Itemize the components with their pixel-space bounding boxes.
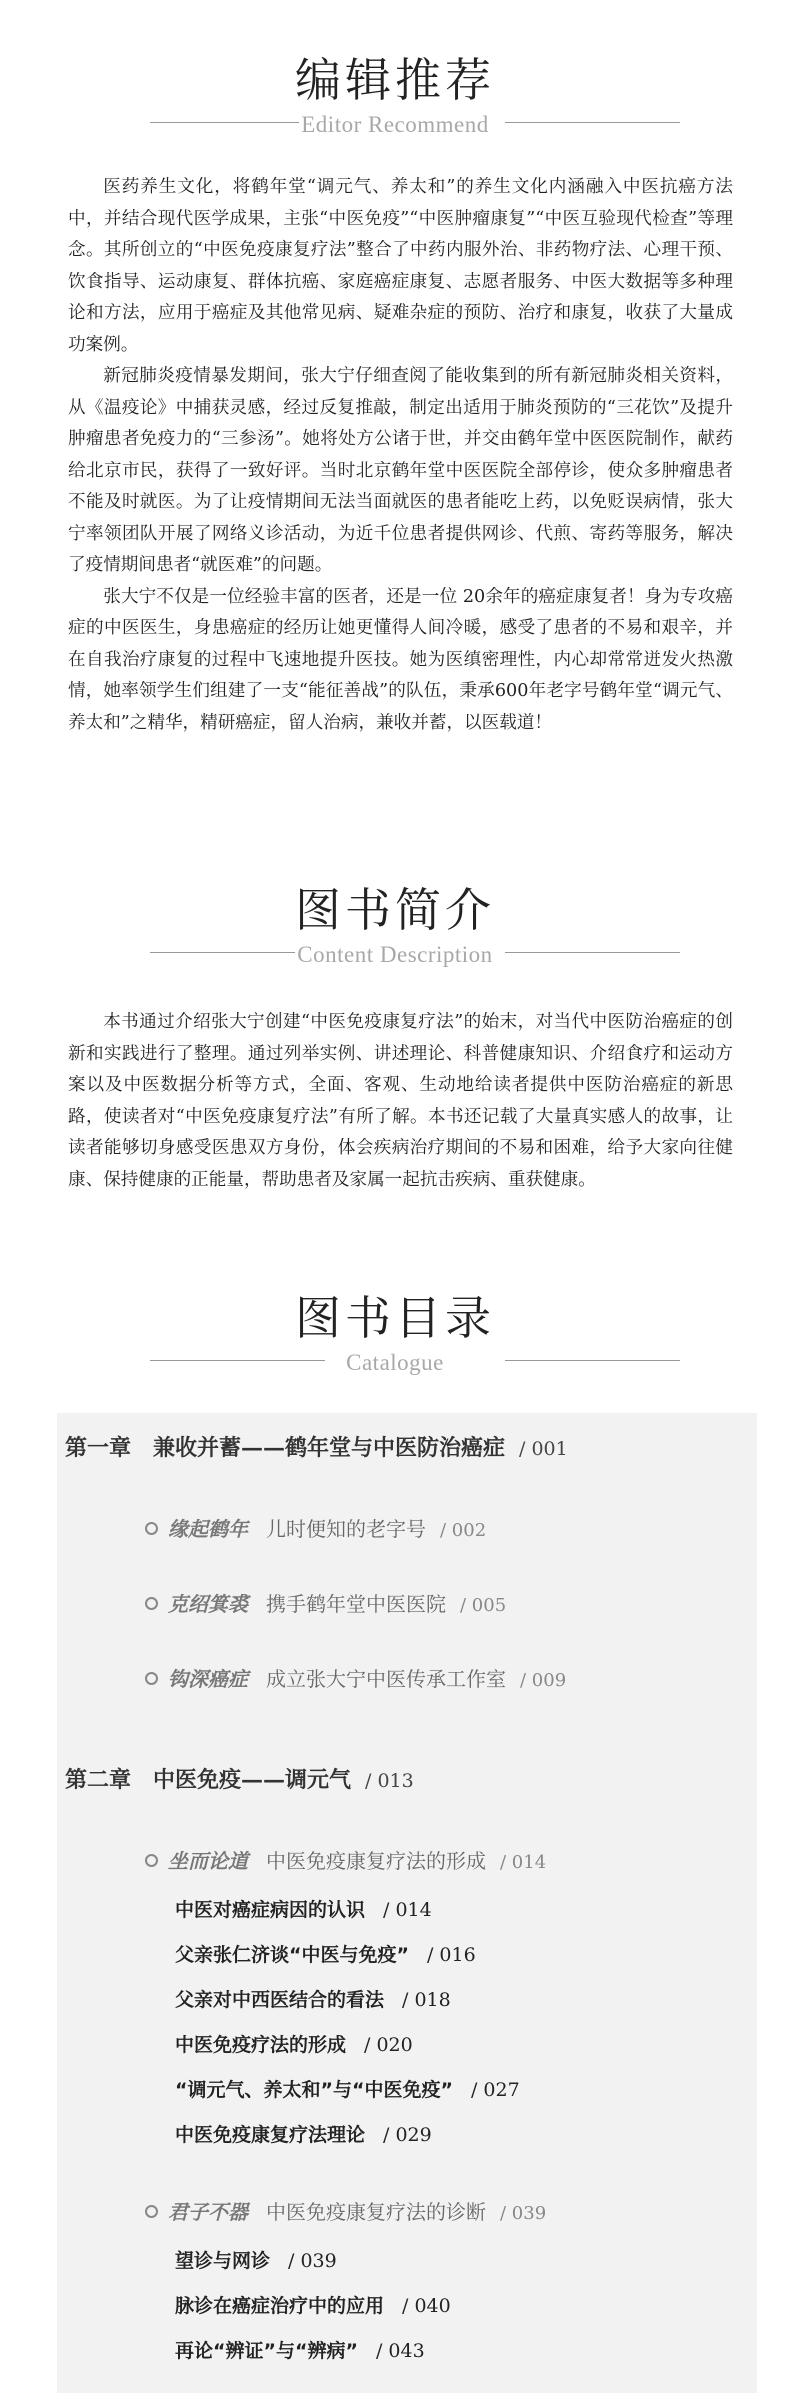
section-title: 图书简介 (295, 883, 495, 937)
page-number: / 040 (402, 2295, 451, 2317)
section-entry (145, 1845, 546, 1874)
divider (505, 122, 680, 123)
entry-text: 中医免疫康复疗法的诊断 (266, 2200, 486, 2224)
item-entry (175, 2120, 432, 2147)
divider (505, 1360, 680, 1361)
paragraph: 张大宁不仅是一位经验丰富的医者，还是一位 20余年的癌症康复者！身为专攻癌症的中医医生，身患癌症的经历让她更懂得人间冷暖，感受了患者的不易和艰辛，并在自我治疗康复的过程中飞速地提升医技。她为医缜密理性，内心却常常迸发火热激情，她率领学生们组建了一支“能征善战”的队伍，秉承600年老字号鹤年堂“调元气、养太和”之精华，精研癌症，留人治病，兼收并蓄，以医载道！ (68, 586, 733, 733)
content-description-header (0, 882, 790, 970)
catalogue-list (57, 1413, 757, 2393)
page-number: / 014 (500, 1852, 547, 1873)
page-number: / 020 (364, 2034, 413, 2056)
circle-bullet-icon (145, 1597, 158, 1610)
circle-bullet-icon (145, 1672, 158, 1685)
page-number: / 009 (520, 1670, 567, 1691)
section-subtitle: Catalogue (344, 1348, 446, 1378)
entry-text: 成立张大宁中医传承工作室 (266, 1667, 506, 1691)
entry-text: 第二章 中医免疫——调元气 (65, 1767, 352, 1793)
circle-bullet-icon (145, 2205, 158, 2218)
entry-text: 中医免疫康复疗法的形成 (266, 1849, 486, 1873)
item-entry (175, 2336, 425, 2363)
chapter-entry (65, 1763, 414, 1794)
entry-text: 望诊与网诊 (175, 2250, 271, 2272)
entry-text: “调元气、养太和”与“中医免疫” (175, 2079, 453, 2101)
item-entry (175, 1940, 476, 1967)
divider (150, 1360, 325, 1361)
entry-text: 再论“辨证”与“辨病” (175, 2340, 358, 2362)
entry-text: 携手鹤年堂中医医院 (266, 1592, 446, 1616)
circle-bullet-icon (145, 1522, 158, 1535)
divider (505, 952, 680, 953)
paragraph: 新冠肺炎疫情暴发期间，张大宁仔细查阅了能收集到的所有新冠肺炎相关资料，从《温疫论》中捕获灵感，经过反复推敲，制定出适用于肺炎预防的“三花饮”及提升肿瘤患者免疫力的“三参汤”。她将处方公诸于世，并交由鹤年堂中医医院制作，献药给北京市民，获得了一致好评。当时北京鹤年堂中医医院全部停诊，使众多肿瘤患者不能及时就医。为了让疫情期间无法当面就医的患者能吃上药，以免贬误病情，张大宁率领团队开展了网络义诊活动，为近千位患者提供网诊、代煎、寄药等服务，解决了疫情期间患者“就医难”的问题。 (68, 366, 733, 575)
page-number: / 018 (402, 1989, 451, 2011)
entry-lead: 坐而论道 (168, 1849, 248, 1873)
entry-text: 中医免疫疗法的形成 (175, 2034, 347, 2056)
entry-text: 儿时便知的老字号 (266, 1517, 426, 1541)
item-entry (175, 1895, 432, 1922)
entry-lead: 君子不器 (168, 2200, 248, 2224)
entry-text: 父亲对中西医结合的看法 (175, 1989, 385, 2011)
paragraph: 本书通过介绍张大宁创建“中医免疫康复疗法”的始末，对当代中医防治癌症的创新和实践进行了整理。通过列举实例、讲述理论、科普健康知识、介绍食疗和运动方案以及中医数据分析等方式，全面、客观、生动地给读者提供中医防治癌症的新思路，使读者对“中医免疫康复疗法”有所了解。本书还记载了大量真实感人的故事，让读者能够切身感受医患双方身份，体会疾病治疗期间的不易和困难，给予大家向往健康、保持健康的正能量，帮助患者及家属一起抗击疾病、重获健康。 (68, 1012, 733, 1190)
page-number: / 016 (426, 1944, 476, 1966)
editor-recommend-text (68, 172, 733, 739)
page-number: / 027 (470, 2079, 520, 2101)
entry-text: 第一章 兼收并蓄——鹤年堂与中医防治癌症 (65, 1435, 506, 1461)
page-number: / 002 (440, 1520, 487, 1541)
section-entry (145, 2196, 546, 2225)
page-number: / 005 (460, 1595, 507, 1616)
section-title: 图书目录 (295, 1291, 495, 1345)
entry-lead: 钩深癌症 (168, 1667, 248, 1691)
section-subtitle: Content Description (295, 940, 494, 970)
page-number: / 001 (519, 1438, 568, 1460)
item-entry (175, 2291, 451, 2318)
entry-lead: 缘起鹤年 (168, 1517, 248, 1541)
item-entry (175, 1985, 451, 2012)
section-entry (145, 1513, 486, 1542)
page-number: / 039 (288, 2250, 337, 2272)
entry-text: 父亲张仁济谈“中医与免疫” (175, 1944, 409, 1966)
page-number: / 029 (383, 2124, 432, 2146)
page-number: / 013 (365, 1770, 414, 1792)
circle-bullet-icon (145, 1854, 158, 1867)
page-number: / 014 (383, 1899, 432, 1921)
section-title: 编辑推荐 (295, 53, 495, 107)
page-number: / 039 (500, 2203, 547, 2224)
entry-text: 中医对癌症病因的认识 (175, 1899, 366, 1921)
section-entry (145, 1588, 506, 1617)
item-entry (175, 2030, 413, 2057)
entry-text: 中医免疫康复疗法理论 (175, 2124, 366, 2146)
page-number: / 043 (375, 2340, 425, 2362)
editor-recommend-header (0, 52, 790, 140)
section-entry (145, 1663, 566, 1692)
catalogue-header (0, 1290, 790, 1378)
entry-text: 脉诊在癌症治疗中的应用 (175, 2295, 385, 2317)
item-entry (175, 2075, 520, 2102)
entry-lead: 克绍箕裘 (168, 1592, 248, 1616)
section-subtitle: Editor Recommend (299, 110, 491, 140)
item-entry (175, 2246, 337, 2273)
content-description-text (68, 1007, 733, 1196)
chapter-entry (65, 1431, 568, 1462)
paragraph: 医药养生文化，将鹤年堂“调元气、养太和”的养生文化内涵融入中医抗癌方法中，并结合现代医学成果，主张“中医免疫”“中医肿瘤康复”“中医互验现代检查”等理念。其所创立的“中医免疫康复疗法”整合了中药内服外治、非药物疗法、心理干预、饮食指导、运动康复、群体抗癌、家庭癌症康复、志愿者服务、中医大数据等多种理论和方法，应用于癌症及其他常见病、疑难杂症的预防、治疗和康复，收获了大量成功案例。 (68, 177, 733, 355)
